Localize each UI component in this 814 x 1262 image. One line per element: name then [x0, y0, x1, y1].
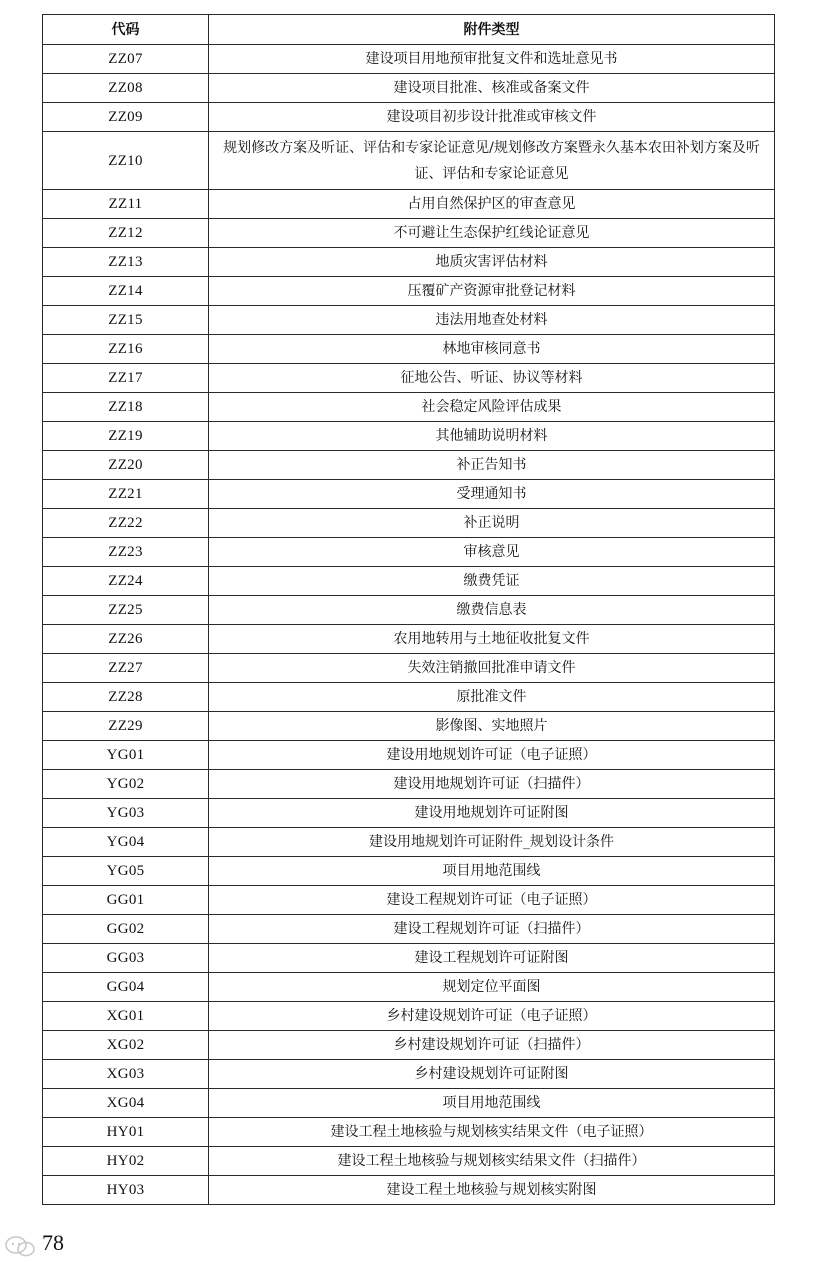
cell-code: ZZ17: [43, 364, 209, 393]
cell-attachment-type: 影像图、实地照片: [209, 712, 775, 741]
cell-attachment-type: 建设工程土地核验与规划核实结果文件（电子证照）: [209, 1118, 775, 1147]
cell-attachment-type: 建设工程规划许可证（电子证照）: [209, 886, 775, 915]
cell-code: ZZ11: [43, 190, 209, 219]
table-row: [43, 248, 775, 277]
cell-code: GG04: [43, 973, 209, 1002]
cell-attachment-type: 失效注销撤回批准申请文件: [209, 654, 775, 683]
cell-attachment-type: 缴费凭证: [209, 567, 775, 596]
cell-code: ZZ15: [43, 306, 209, 335]
table-row: [43, 1089, 775, 1118]
cell-attachment-type: 其他辅助说明材料: [209, 422, 775, 451]
cell-code: ZZ14: [43, 277, 209, 306]
table-row: [43, 886, 775, 915]
table-row: [43, 799, 775, 828]
table-row: [43, 1060, 775, 1089]
cell-attachment-type: 建设项目批准、核准或备案文件: [209, 74, 775, 103]
table-row: [43, 567, 775, 596]
header-code: 代码: [43, 15, 209, 45]
cell-code: YG04: [43, 828, 209, 857]
table-row: [43, 451, 775, 480]
table-row: [43, 915, 775, 944]
cell-code: ZZ16: [43, 335, 209, 364]
table-row: [43, 1147, 775, 1176]
table-row: [43, 828, 775, 857]
cell-attachment-type: 农用地转用与土地征收批复文件: [209, 625, 775, 654]
cell-attachment-type: 地质灾害评估材料: [209, 248, 775, 277]
cell-attachment-type: 原批准文件: [209, 683, 775, 712]
cell-attachment-type: 乡村建设规划许可证（扫描件）: [209, 1031, 775, 1060]
table-row: [43, 277, 775, 306]
cell-code: ZZ24: [43, 567, 209, 596]
cell-code: YG02: [43, 770, 209, 799]
cell-code: ZZ23: [43, 538, 209, 567]
cell-code: HY02: [43, 1147, 209, 1176]
cell-code: XG04: [43, 1089, 209, 1118]
cell-code: YG05: [43, 857, 209, 886]
cell-attachment-type: 建设工程规划许可证（扫描件）: [209, 915, 775, 944]
table-row: [43, 480, 775, 509]
cell-code: ZZ28: [43, 683, 209, 712]
table-row: [43, 1176, 775, 1205]
cell-attachment-type: 征地公告、听证、协议等材料: [209, 364, 775, 393]
cell-code: YG01: [43, 741, 209, 770]
cell-code: ZZ08: [43, 74, 209, 103]
cell-attachment-type: 社会稳定风险评估成果: [209, 393, 775, 422]
cell-attachment-type: 建设工程土地核验与规划核实附图: [209, 1176, 775, 1205]
header-attachment-type: 附件类型: [209, 15, 775, 45]
table-row: [43, 770, 775, 799]
cell-code: GG01: [43, 886, 209, 915]
cell-code: ZZ18: [43, 393, 209, 422]
cell-attachment-type: 审核意见: [209, 538, 775, 567]
cell-attachment-type: 占用自然保护区的审查意见: [209, 190, 775, 219]
table-row: [43, 1118, 775, 1147]
cell-attachment-type: 林地审核同意书: [209, 335, 775, 364]
wechat-logo-icon: [4, 1236, 38, 1258]
cell-code: ZZ22: [43, 509, 209, 538]
table-row: [43, 306, 775, 335]
table-row: [43, 625, 775, 654]
table-row: [43, 1031, 775, 1060]
table-row: [43, 103, 775, 132]
cell-code: YG03: [43, 799, 209, 828]
cell-attachment-type: 压覆矿产资源审批登记材料: [209, 277, 775, 306]
table-row: [43, 973, 775, 1002]
cell-code: GG03: [43, 944, 209, 973]
page-number: 78: [42, 1230, 64, 1255]
table-row: [43, 132, 775, 190]
table-body: [43, 45, 775, 1205]
table-row: [43, 596, 775, 625]
table-row: [43, 364, 775, 393]
cell-code: ZZ21: [43, 480, 209, 509]
cell-attachment-type: 建设用地规划许可证附件_规划设计条件: [209, 828, 775, 857]
cell-code: ZZ19: [43, 422, 209, 451]
cell-code: XG02: [43, 1031, 209, 1060]
attachment-type-table: [42, 14, 775, 1205]
cell-attachment-type: 建设工程规划许可证附图: [209, 944, 775, 973]
cell-attachment-type: 乡村建设规划许可证附图: [209, 1060, 775, 1089]
table-row: [43, 74, 775, 103]
cell-code: HY01: [43, 1118, 209, 1147]
table-row: [43, 538, 775, 567]
cell-code: XG01: [43, 1002, 209, 1031]
table-row: [43, 219, 775, 248]
cell-code: ZZ20: [43, 451, 209, 480]
cell-attachment-type: 建设项目初步设计批准或审核文件: [209, 103, 775, 132]
cell-attachment-type: 补正告知书: [209, 451, 775, 480]
cell-code: ZZ25: [43, 596, 209, 625]
table-row: [43, 683, 775, 712]
cell-code: ZZ07: [43, 45, 209, 74]
cell-attachment-type: 违法用地查处材料: [209, 306, 775, 335]
table-row: [43, 1002, 775, 1031]
cell-code: ZZ26: [43, 625, 209, 654]
cell-code: HY03: [43, 1176, 209, 1205]
cell-code: ZZ10: [43, 132, 209, 190]
cell-code: ZZ27: [43, 654, 209, 683]
cell-attachment-type: 建设用地规划许可证（电子证照）: [209, 741, 775, 770]
table-row: [43, 509, 775, 538]
cell-attachment-type: 规划定位平面图: [209, 973, 775, 1002]
table-row: [43, 393, 775, 422]
cell-attachment-type: 建设工程土地核验与规划核实结果文件（扫描件）: [209, 1147, 775, 1176]
table-row: [43, 335, 775, 364]
cell-attachment-type: 建设用地规划许可证（扫描件）: [209, 770, 775, 799]
table-row: [43, 741, 775, 770]
cell-code: ZZ13: [43, 248, 209, 277]
cell-attachment-type: 乡村建设规划许可证（电子证照）: [209, 1002, 775, 1031]
table-row: [43, 944, 775, 973]
cell-attachment-type: 规划修改方案及听证、评估和专家论证意见/规划修改方案暨永久基本农田补划方案及听证、评估和专家论证意见: [209, 132, 775, 190]
cell-attachment-type: 受理通知书: [209, 480, 775, 509]
cell-code: XG03: [43, 1060, 209, 1089]
cell-code: ZZ12: [43, 219, 209, 248]
cell-attachment-type: 建设用地规划许可证附图: [209, 799, 775, 828]
cell-code: ZZ09: [43, 103, 209, 132]
cell-attachment-type: 建设项目用地预审批复文件和选址意见书: [209, 45, 775, 74]
table-row: [43, 190, 775, 219]
table-row: [43, 654, 775, 683]
cell-attachment-type: 不可避让生态保护红线论证意见: [209, 219, 775, 248]
cell-code: ZZ29: [43, 712, 209, 741]
table-row: [43, 422, 775, 451]
table-row: [43, 45, 775, 74]
cell-attachment-type: 补正说明: [209, 509, 775, 538]
table-row: [43, 857, 775, 886]
table-header-row: [43, 15, 775, 45]
cell-code: GG02: [43, 915, 209, 944]
cell-attachment-type: 项目用地范围线: [209, 857, 775, 886]
cell-attachment-type: 项目用地范围线: [209, 1089, 775, 1118]
watermark: [4, 1236, 38, 1258]
cell-attachment-type: 缴费信息表: [209, 596, 775, 625]
table-row: [43, 712, 775, 741]
